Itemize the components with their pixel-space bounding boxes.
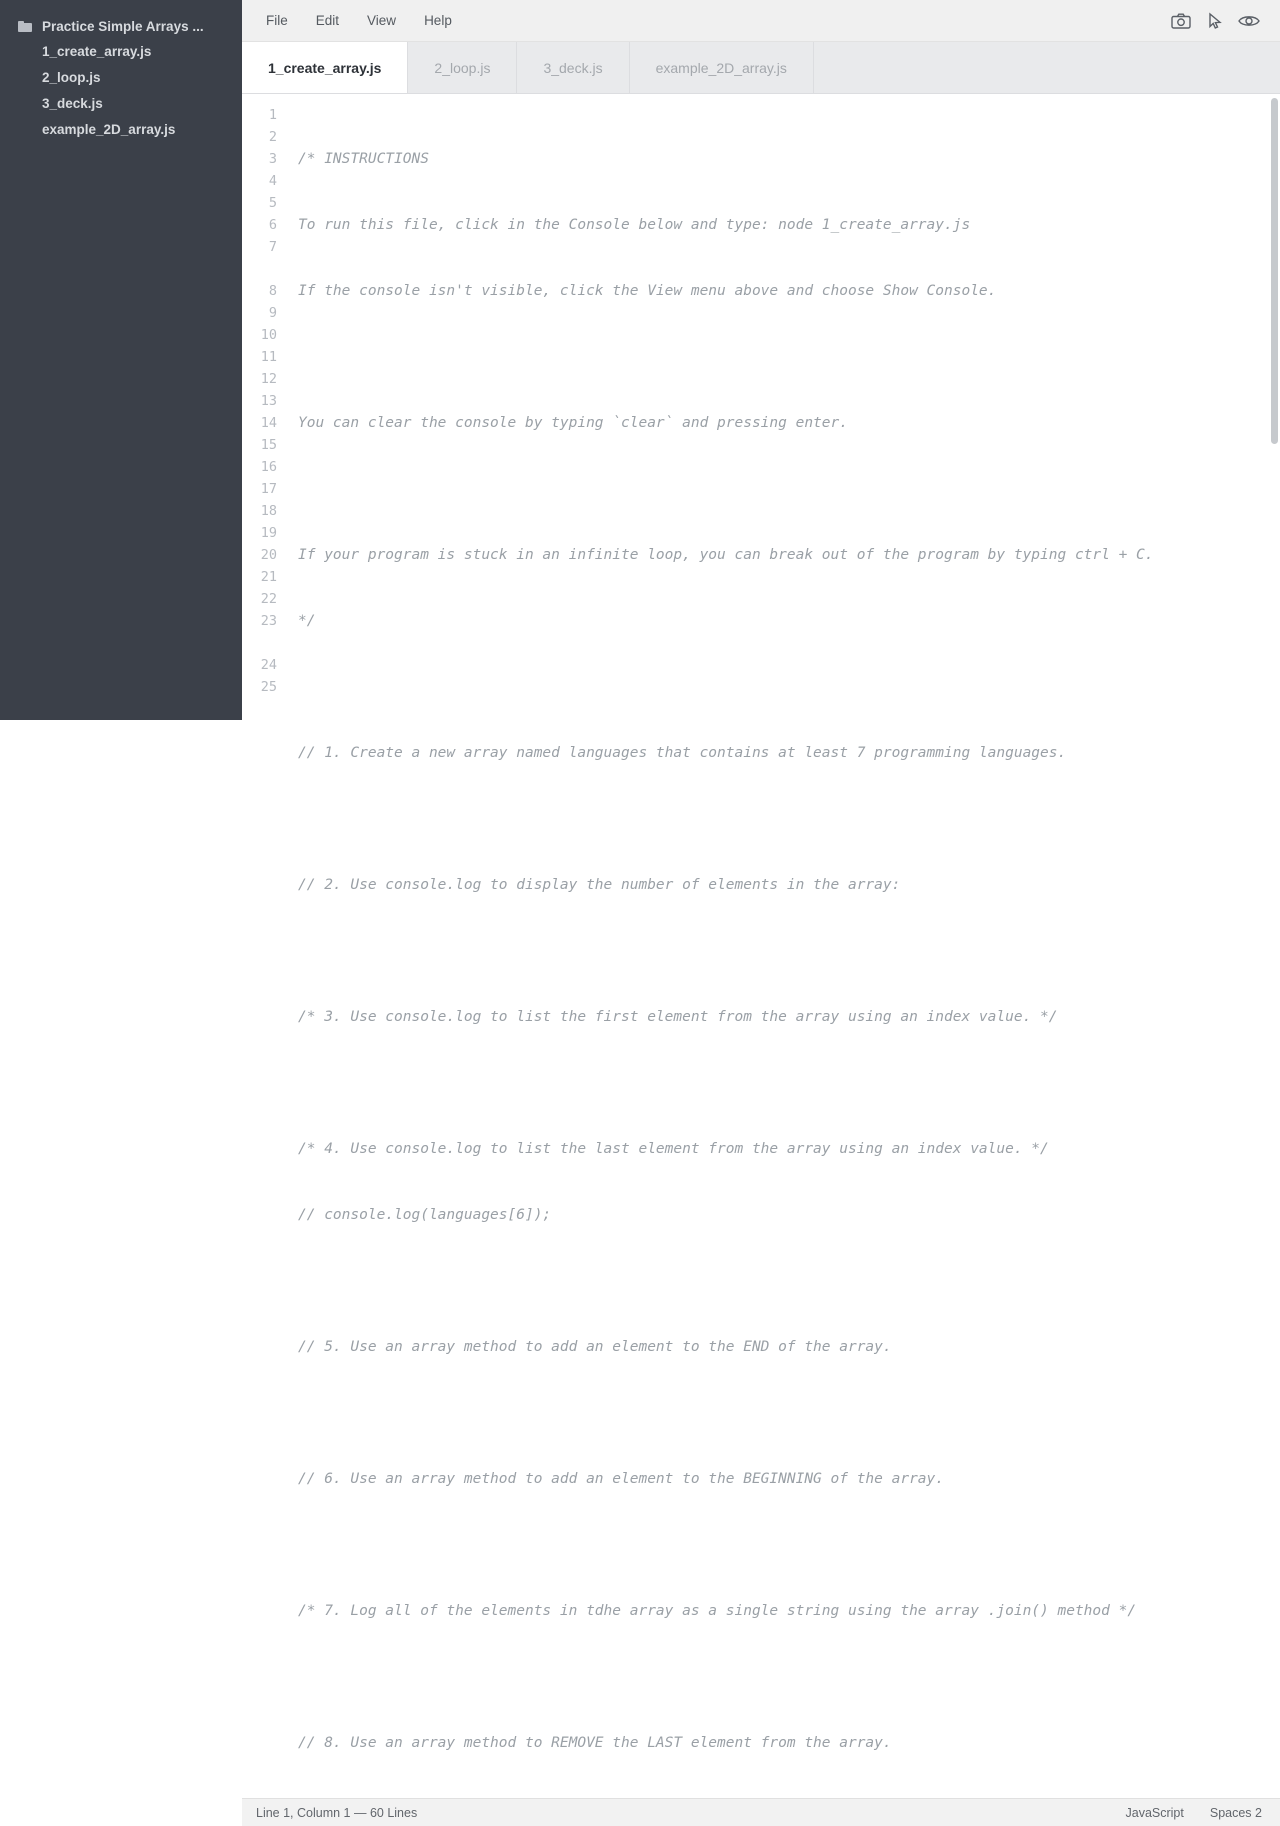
code-line <box>298 1402 1262 1424</box>
code-editor[interactable] <box>242 94 1280 1798</box>
code-line: // 2. Use console.log to display the number of elements in the array: <box>298 877 901 893</box>
code-line <box>298 1072 1262 1094</box>
indent-type: Spaces <box>1209 1805 1252 1820</box>
indent-setting[interactable] <box>1210 1806 1262 1820</box>
language-mode[interactable]: JavaScript <box>1125 1805 1184 1820</box>
code-line: // 6. Use an array method to add an element to the BEGINNING of the array. <box>298 1471 945 1487</box>
line-number: 22 <box>260 591 277 607</box>
code-line: // 1. Create a new array named languages that contains at least 7 programming languages. <box>298 745 1067 761</box>
tab-bar <box>242 42 1280 94</box>
line-number: 1 <box>268 107 277 123</box>
main-area <box>242 0 1280 1820</box>
tab-filler <box>814 42 1280 93</box>
sidebar-item-1-create-array[interactable]: 1_create_array.js <box>42 44 152 59</box>
line-number-gutter <box>242 94 286 1798</box>
tab-example-2d-array[interactable]: example_2D_array.js <box>630 42 814 93</box>
code-line: // 8. Use an array method to REMOVE the LAST element from the array. <box>298 1735 892 1751</box>
code-line <box>298 676 1262 698</box>
code-line: */ <box>298 613 316 629</box>
code-line <box>298 940 1262 962</box>
menu-view[interactable]: View <box>367 13 397 28</box>
line-number: 11 <box>260 349 277 365</box>
line-number: 18 <box>260 503 277 519</box>
line-number: 24 <box>260 657 277 673</box>
cursor-position: Line 1, Column 1 — 60 Lines <box>256 1805 418 1820</box>
code-line: You can clear the console by typing `clear` and pressing enter. <box>298 415 848 431</box>
sidebar-item-example-2d-array[interactable]: example_2D_array.js <box>42 122 176 137</box>
code-line <box>298 1534 1262 1556</box>
tab-3-deck[interactable]: 3_deck.js <box>517 42 629 93</box>
line-number: 17 <box>260 481 277 497</box>
eye-icon[interactable] <box>1232 7 1266 35</box>
menu-help[interactable]: Help <box>424 13 452 28</box>
line-number: 19 <box>260 525 277 541</box>
line-number: 23 <box>260 613 277 629</box>
line-number: 13 <box>260 393 277 409</box>
line-number: 20 <box>260 547 277 563</box>
line-number: 10 <box>260 327 277 343</box>
code-line: To run this file, click in the Console below and type: node 1_create_array.js <box>298 217 971 233</box>
menu-bar <box>242 0 1280 42</box>
editor-scrollbar[interactable] <box>1271 98 1278 444</box>
line-number: 14 <box>260 415 277 431</box>
sidebar-project-row[interactable] <box>0 13 242 39</box>
line-number: 15 <box>260 437 277 453</box>
line-number: 4 <box>268 173 277 189</box>
line-number: 8 <box>268 283 277 299</box>
sidebar-item-3-deck[interactable]: 3_deck.js <box>42 96 103 111</box>
tab-1-create-array[interactable]: 1_create_array.js <box>242 42 408 93</box>
line-number: 2 <box>268 129 277 145</box>
code-line <box>298 478 1262 500</box>
sidebar <box>0 0 242 720</box>
code-line: /* 7. Log all of the elements in tdhe array as a single string using the array .join() method */ <box>298 1603 1137 1619</box>
line-number: 25 <box>260 679 277 695</box>
code-line: If the console isn't visible, click the View menu above and choose Show Console. <box>298 283 997 299</box>
code-content[interactable] <box>286 94 1280 1798</box>
line-number: 16 <box>260 459 277 475</box>
menu-file[interactable]: File <box>266 13 288 28</box>
line-number: 7 <box>268 239 277 255</box>
folder-icon <box>18 21 32 32</box>
line-number: 9 <box>268 305 277 321</box>
code-line <box>298 808 1262 830</box>
code-line: // console.log(languages[6]); <box>298 1207 552 1223</box>
code-line: /* 4. Use console.log to list the last element from the array using an index value. */ <box>298 1141 1049 1157</box>
line-number: 3 <box>268 151 277 167</box>
cursor-icon[interactable] <box>1198 7 1232 35</box>
code-line: // 5. Use an array method to add an element to the END of the array. <box>298 1339 892 1355</box>
code-line: /* INSTRUCTIONS <box>298 151 429 167</box>
line-number: 21 <box>260 569 277 585</box>
tab-2-loop[interactable]: 2_loop.js <box>408 42 517 93</box>
code-line: /* 3. Use console.log to list the first element from the array using an index value. */ <box>298 1009 1058 1025</box>
code-line <box>298 346 1262 368</box>
line-number: 6 <box>268 217 277 233</box>
line-number: 12 <box>260 371 277 387</box>
menu-edit[interactable]: Edit <box>315 13 340 28</box>
indent-size: 2 <box>1255 1805 1262 1820</box>
code-line <box>298 1270 1262 1292</box>
project-name: Practice Simple Arrays ... <box>42 18 204 34</box>
code-line: If your program is stuck in an infinite loop, you can break out of the program by typing ctrl + C. <box>298 547 1154 563</box>
line-number: 5 <box>268 195 277 211</box>
status-bar <box>242 1798 1280 1826</box>
camera-icon[interactable] <box>1164 7 1198 35</box>
sidebar-item-2-loop[interactable]: 2_loop.js <box>42 70 101 85</box>
code-line <box>298 1666 1262 1688</box>
